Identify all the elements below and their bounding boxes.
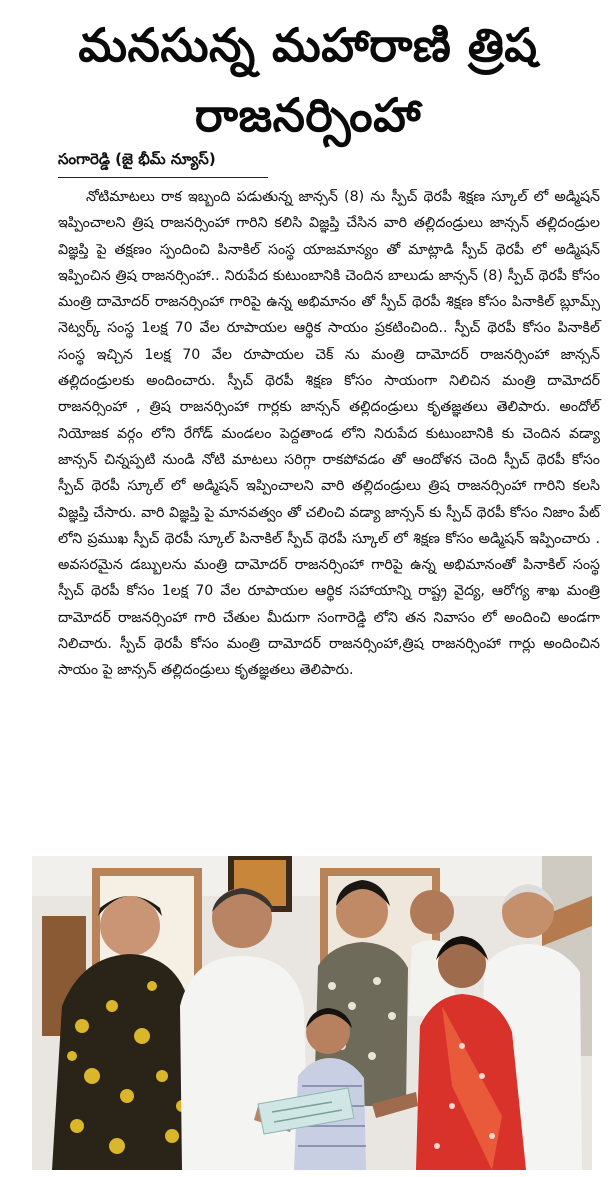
headline-line-1: మనసున్న మహారాణి త్రిష [78, 18, 538, 72]
dateline: సంగారెడ్డి (జై భీమ్ న్యూస్) [58, 150, 216, 168]
headline-line-2: రాజనర్సింహా [194, 88, 422, 142]
dateline-underline [58, 177, 268, 178]
photo-illustration [32, 856, 592, 1170]
news-photo [32, 856, 592, 1170]
article-body: నోటిమాటలు రాక ఇబ్బంది పడుతున్న జాన్సన్ (8) ను స్పీచ్ థెరపీ శిక్షణ స్కూల్ లో అడ్మిషన్ ఇప్పించాలని త్రిష రాజనర్సింహా గారిని కలిసి విజ్ఞప్తి చేసిన వారి తల్లిదండ్రులు జాన్సన్ తల్లిదండ్రుల విజ్ఞప్తి పై తక్షణం స్పందించి పినాకిల్ సంస్థ యాజమాన్యం తో మాట్లాడి స్పీచ్ థెరపీ లో అడ్మిషన్ ఇప్పించిన త్రిష రాజనర్సింహా.. నిరుపేద కుటుంబానికి చెందిన బాలుడు జాన్సన్ (8) స్పీచ్ థెరపీ కోసం మంత్రి దామోదర్ రాజనర్సింహా గారిపై ఉన్న అభిమానం తో స్పీచ్ థెరపీ శిక్షణ కోసం పినాకిల్ బ్లూమ్స్ నెట్వర్క్ సంస్థ 1లక్ష 70 వేల రూపాయల ఆర్థిక సాయం ప్రకటించింది.. స్పీచ్ థెరపీ కోసం పినాకిల్ సంస్థ ఇచ్చిన 1లక్ష 70 వేల రూపాయల చెక్ ను మంత్రి దామోదర్ రాజనర్సింహా జాన్సన్ తల్లిదండ్రులకు అందించారు. స్పీచ్ థెరపీ శిక్షణ కోసం సాయంగా నిలిచిన మంత్రి దామోదర్ రాజనర్సింహా , త్రిష రాజనర్సింహా గార్లకు జాన్సన్ తల్లిదండ్రులు కృతజ్ఞతలు తెలిపారు. అందోల్ నియోజక వర్గం లోని రేగోడ్ మండలం పెద్దతాండ లోని నిరుపేద కుటుంబానికి కు చెందిన వడ్యా జాన్సన్ చిన్నప్పటి నుండి నోటి మాటలు సరిగ్గా రాకపోవడం తో ఆందోళన చెంది స్పీచ్ థెరపీ కోసం స్పీచ్ థెరపీ స్కూల్ లో అడ్మిషన్ ఇప్పించాలని వారి తల్లిదండ్రులు త్రిష రాజనర్సింహా గారిని కలసి విజ్ఞప్తి చేసారు. వారి విజ్ఞప్తి పై మానవత్వం తో చలించి వడ్యా జాన్సన్ కు స్పీచ్ థెరపీ కోసం నిజాం పేట్ లోని ప్రముఖ స్పీచ్ థెరపీ స్కూల్ పినాకిల్ స్పీచ్ థెరపీ స్కూల్ లో శిక్షణ కోసం అడ్మిషన్ ఇప్పించారు . అవసరమైన డబ్బులను మంత్రి దామోదర్ రాజనర్సింహా గారిపై ఉన్న అభిమానంతో పినాకిల్ సంస్థ స్పీచ్ థెరపీ కోసం 1లక్ష 70 వేల రూపాయల ఆర్థిక సహాయాన్ని రాష్ట్ర వైద్య, ఆరోగ్య శాఖ మంత్రి దామోదర్ రాజనర్సింహా గారి చేతుల మీదుగా సంగారెడ్డి లోని తన నివాసం లో అందించి అండగా నిలిచారు. స్పీచ్ థెరపీ కోసం మంత్రి దామోదర్ రాజనర్సింహా,త్రిష రాజనర్సింహా గార్లు అందించిన సాయం పై జాన్సన్ తల్లిదండ్రులు కృతజ్ఞతలు తెలిపారు. [58, 189, 600, 679]
